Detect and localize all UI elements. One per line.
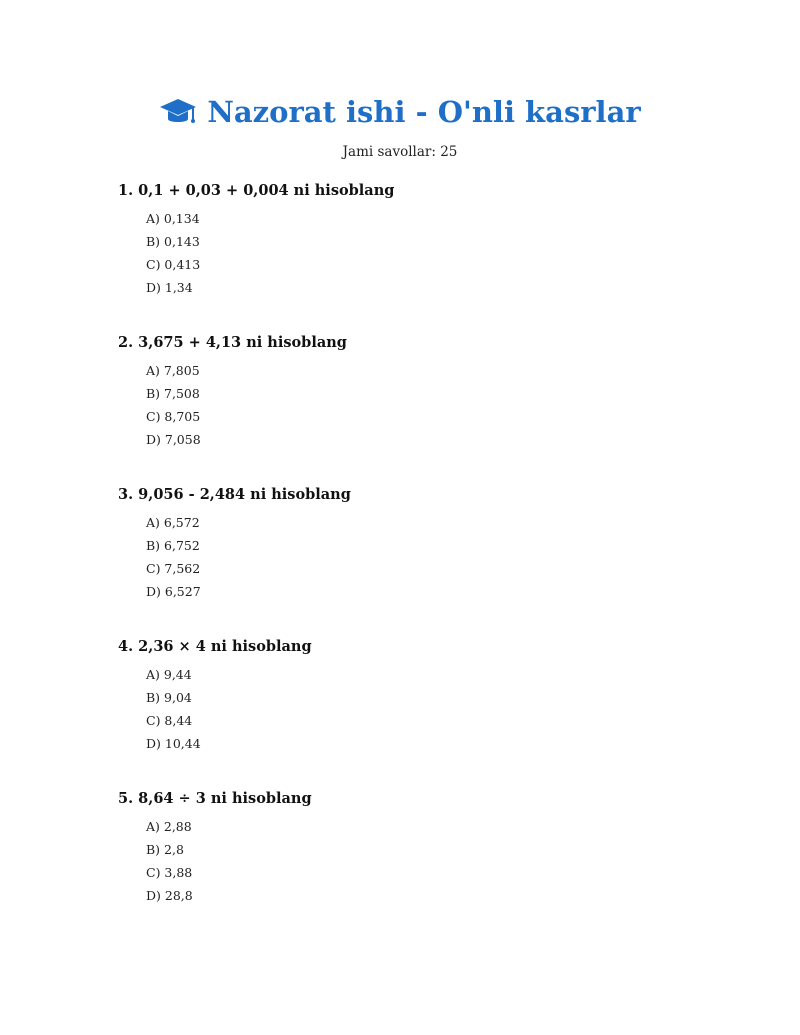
question-item: [118, 180, 718, 332]
question-list: [118, 180, 718, 940]
question-item: [118, 636, 718, 788]
question-text: 4. 2,36 × 4 ni hisoblang: [118, 638, 312, 655]
page-title-text: Nazorat ishi - O'nli kasrlar: [207, 95, 641, 129]
answer-option: C) 0,413: [146, 257, 201, 272]
answer-options: [118, 815, 718, 907]
answer-option: D) 1,34: [146, 280, 193, 295]
answer-option: A) 2,88: [146, 819, 192, 834]
answer-option: C) 7,562: [146, 561, 201, 576]
answer-option: A) 9,44: [146, 667, 192, 682]
answer-option: B) 7,508: [146, 386, 200, 401]
answer-options: [118, 359, 718, 451]
answer-option: D) 6,527: [146, 584, 201, 599]
question-item: [118, 484, 718, 636]
answer-option: C) 3,88: [146, 865, 193, 880]
answer-option: D) 28,8: [146, 888, 193, 903]
question-item: [118, 788, 718, 940]
answer-option: A) 6,572: [146, 515, 200, 530]
answer-option: D) 10,44: [146, 736, 201, 751]
answer-option: C) 8,44: [146, 713, 193, 728]
question-item: [118, 332, 718, 484]
answer-option: B) 2,8: [146, 842, 184, 857]
answer-option: B) 0,143: [146, 234, 200, 249]
answer-options: [118, 663, 718, 755]
answer-options: [118, 207, 718, 299]
answer-options: [118, 511, 718, 603]
question-text: 5. 8,64 ÷ 3 ni hisoblang: [118, 790, 312, 807]
graduation-cap-icon: [159, 96, 197, 128]
answer-option: C) 8,705: [146, 409, 201, 424]
question-text: 2. 3,675 + 4,13 ni hisoblang: [118, 334, 347, 351]
question-text: 1. 0,1 + 0,03 + 0,004 ni hisoblang: [118, 182, 395, 199]
answer-option: A) 7,805: [146, 363, 200, 378]
answer-option: B) 6,752: [146, 538, 200, 553]
answer-option: B) 9,04: [146, 690, 192, 705]
document-header: [0, 92, 800, 162]
page-title: [159, 92, 640, 132]
question-count: Jami savollar: 25: [342, 144, 458, 160]
answer-option: D) 7,058: [146, 432, 201, 447]
answer-option: A) 0,134: [146, 211, 200, 226]
question-text: 3. 9,056 - 2,484 ni hisoblang: [118, 486, 351, 503]
